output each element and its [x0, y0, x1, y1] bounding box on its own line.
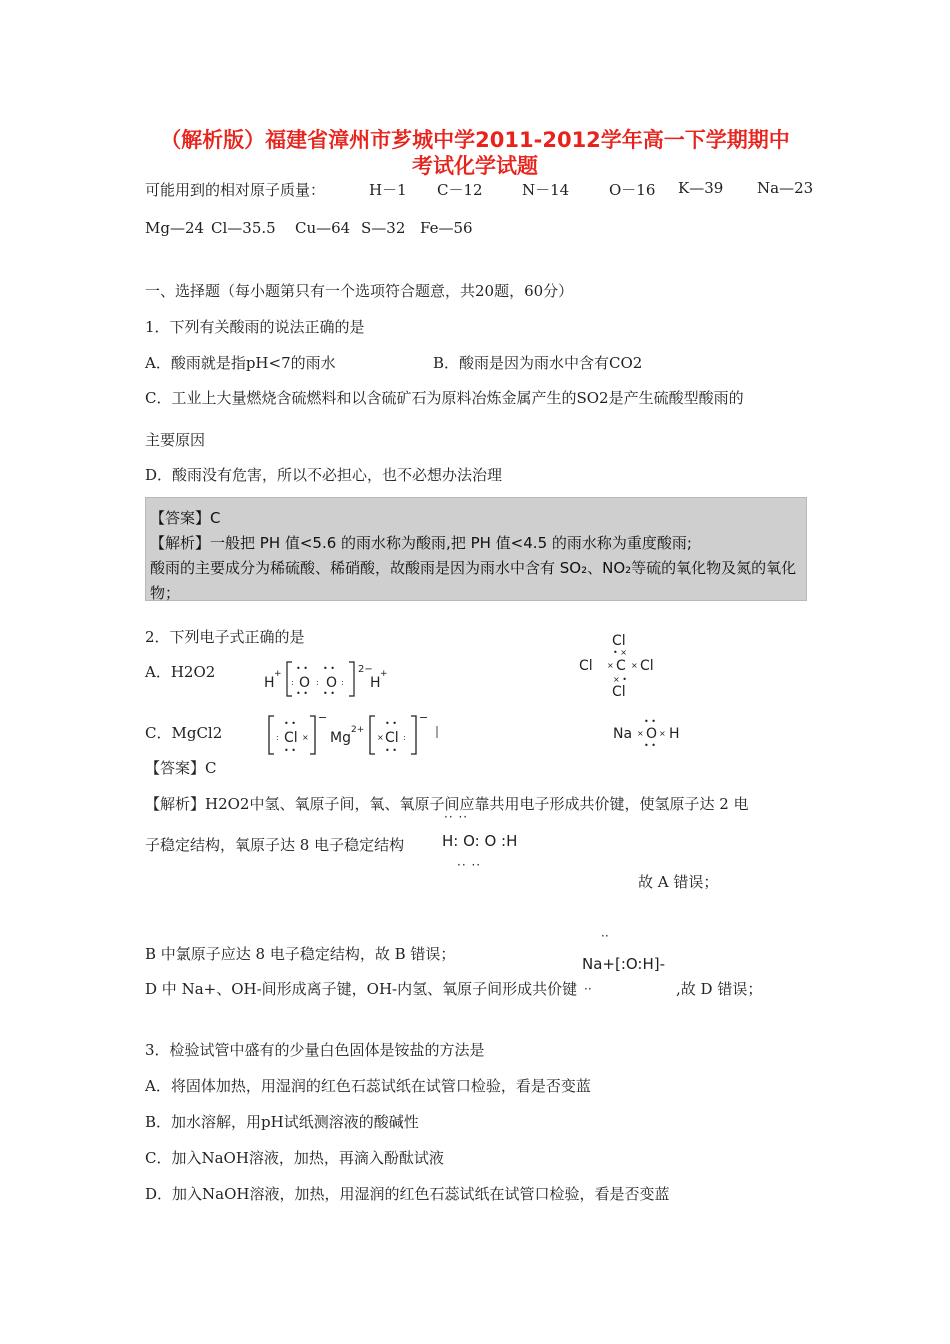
- svg-text:×: ×: [631, 661, 638, 670]
- q2-analysis-line2: 子稳定结构，氧原子达 8 电子稳定结构: [145, 836, 405, 854]
- mass-cu: Cu—64: [295, 219, 351, 237]
- q2-d-wrong-line2: ,故 D 错误；: [676, 980, 763, 998]
- h2o2-correct-dots-top: ·· ··: [444, 810, 469, 824]
- document-title-line2: 考试化学试题: [412, 154, 538, 178]
- q1-option-b: B．酸雨是因为雨水中含有CO2: [433, 354, 643, 372]
- document-title-line1: （解析版）福建省漳州市芗城中学2011-2012学年高一下学期期中: [160, 128, 790, 152]
- svg-text:• •: • •: [385, 719, 397, 728]
- h2o2-electron-formula: [262, 656, 392, 700]
- q1-answer: 【答案】C: [150, 509, 221, 527]
- svg-text:• •: • •: [296, 689, 308, 698]
- svg-text:• •: • •: [284, 746, 296, 755]
- svg-text::: :: [341, 678, 344, 687]
- q2-option-c: C．MgCl2: [145, 724, 223, 742]
- q2-stem: 2．下列电子式正确的是: [145, 628, 305, 646]
- q3-option-a: A．将固体加热，用湿润的红色石蕊试纸在试管口检验，看是否变蓝: [145, 1077, 591, 1095]
- q1-option-c-line1: C．工业上大量燃烧含硫燃料和以含硫矿石为原料冶炼金属产生的SO2是产生硫酸型酸雨的: [145, 389, 744, 407]
- q2-analysis-line1: 【解析】H2O2中氢、氧原子间，氧、氧原子间应靠共用电子形成共价键，使氢原子达 2 电: [145, 795, 749, 813]
- svg-text:×: ×: [302, 733, 309, 742]
- mass-s: S—32: [361, 219, 406, 237]
- mgcl2-mg-charge: 2+: [351, 725, 365, 735]
- ccl4-cl-right: Cl: [640, 658, 654, 674]
- mass-n: N－14: [522, 181, 570, 199]
- mgcl2-electron-formula: [264, 712, 444, 758]
- svg-text:• •: • •: [644, 741, 656, 750]
- mass-h: H－1: [369, 181, 407, 199]
- h2o2-hplus-right: +: [380, 669, 388, 679]
- svg-text:• •: • •: [284, 719, 296, 728]
- svg-text:×: ×: [637, 729, 644, 738]
- svg-text:• •: • •: [323, 664, 335, 673]
- naoh-o: O: [646, 726, 658, 742]
- h2o2-correct-formula: H: O: O :H: [442, 832, 518, 850]
- section-heading: 一、选择题（每小题第只有一个选项符合题意，共20题，60分）: [145, 282, 574, 300]
- naoh-correct-dots-top: ··: [601, 929, 609, 943]
- h2o2-charge: 2−: [358, 664, 373, 675]
- masses-label: 可能用到的相对原子质量：: [145, 181, 326, 199]
- naoh-correct-formula: Na+[:O:H]-: [582, 955, 666, 973]
- h2o2-o1: O: [299, 675, 311, 691]
- mass-c: C－12: [437, 181, 483, 199]
- q3-option-c: C．加入NaOH溶液，加热，再滴入酚酞试液: [145, 1149, 444, 1167]
- h2o2-h-right: H: [370, 675, 381, 691]
- q1-option-d: D．酸雨没有危害，所以不必担心，也不必想办法治理: [145, 466, 503, 484]
- mass-na: Na—23: [757, 179, 814, 197]
- q1-option-c-line2: 主要原因: [145, 431, 206, 449]
- ccl4-electron-formula: [577, 628, 667, 703]
- mass-cl: Cl—35.5: [211, 219, 276, 237]
- q2-b-wrong: B 中氯原子应达 8 电子稳定结构，故 B 错误；: [145, 945, 456, 963]
- q3-option-b: B．加水溶解，用pH试纸测溶液的酸碱性: [145, 1113, 419, 1131]
- svg-text::: :: [291, 678, 294, 687]
- q1-analysis-line2: 酸雨的主要成分为稀硫酸、稀硝酸，故酸雨是因为雨水中含有 SO₂、NO₂等硫的氧化物及氮的氧化物；: [150, 559, 797, 602]
- ccl4-cl-bottom: Cl: [612, 684, 626, 700]
- ccl4-c-center: C: [616, 658, 626, 674]
- h2o2-h-left: H: [264, 675, 275, 691]
- naoh-h: H: [669, 726, 680, 742]
- mgcl2-mg: Mg: [330, 730, 351, 746]
- ccl4-cl-top: Cl: [612, 633, 626, 649]
- q1-option-a: A．酸雨就是指pH<7的雨水: [145, 354, 336, 372]
- svg-text:• •: • •: [385, 746, 397, 755]
- svg-text::: :: [316, 678, 319, 687]
- q3-option-d: D．加入NaOH溶液，加热，用湿润的红色石蕊试纸在试管口检验，看是否变蓝: [145, 1185, 670, 1203]
- q1-analysis-line1: 【解析】一般把 PH 值<5.6 的雨水称为酸雨,把 PH 值<4.5 的雨水称为重度酸雨;: [150, 534, 692, 552]
- mass-fe: Fe—56: [420, 219, 473, 237]
- h2o2-correct-dots-bottom: ·· ··: [457, 858, 482, 872]
- naoh-electron-formula: [610, 716, 690, 750]
- svg-text:×: ×: [377, 733, 384, 742]
- q2-answer: 【答案】C: [145, 759, 217, 777]
- svg-text:• •: • •: [296, 664, 308, 673]
- svg-text:• ×: • ×: [613, 648, 627, 657]
- naoh-na: Na: [613, 726, 633, 742]
- mass-k: K—39: [678, 179, 724, 197]
- ccl4-cl-left: Cl: [579, 658, 593, 674]
- svg-text::: :: [276, 733, 279, 742]
- mgcl2-minus-left: −: [318, 712, 328, 724]
- svg-text:×: ×: [659, 729, 666, 738]
- mgcl2-cl-left: Cl: [284, 730, 298, 746]
- mass-o: O－16: [609, 181, 656, 199]
- mass-mg: Mg—24: [145, 219, 205, 237]
- svg-text::: :: [403, 733, 406, 742]
- q2-a-wrong: 故 A 错误；: [638, 873, 719, 891]
- q1-answer-box: [145, 497, 807, 601]
- mgcl2-cl-right: Cl: [385, 730, 399, 746]
- q1-stem: 1．下列有关酸雨的说法正确的是: [145, 318, 365, 336]
- mgcl2-minus-right: −: [419, 712, 429, 724]
- q3-stem: 3．检验试管中盛有的少量白色固体是铵盐的方法是: [145, 1041, 485, 1059]
- q2-option-a: A．H2O2: [145, 663, 216, 681]
- svg-text:• •: • •: [323, 689, 335, 698]
- h2o2-hplus-left: +: [274, 669, 282, 679]
- naoh-correct-dots-bottom: ··: [584, 982, 592, 996]
- h2o2-o2: O: [326, 675, 338, 691]
- svg-text:• •: • •: [644, 717, 656, 726]
- q2-d-wrong-line1: D 中 Na+、OH-间形成离子键，OH-内氢、氧原子间形成共价键: [145, 980, 578, 998]
- svg-text:×: ×: [607, 661, 614, 670]
- svg-text:× •: × •: [613, 675, 627, 684]
